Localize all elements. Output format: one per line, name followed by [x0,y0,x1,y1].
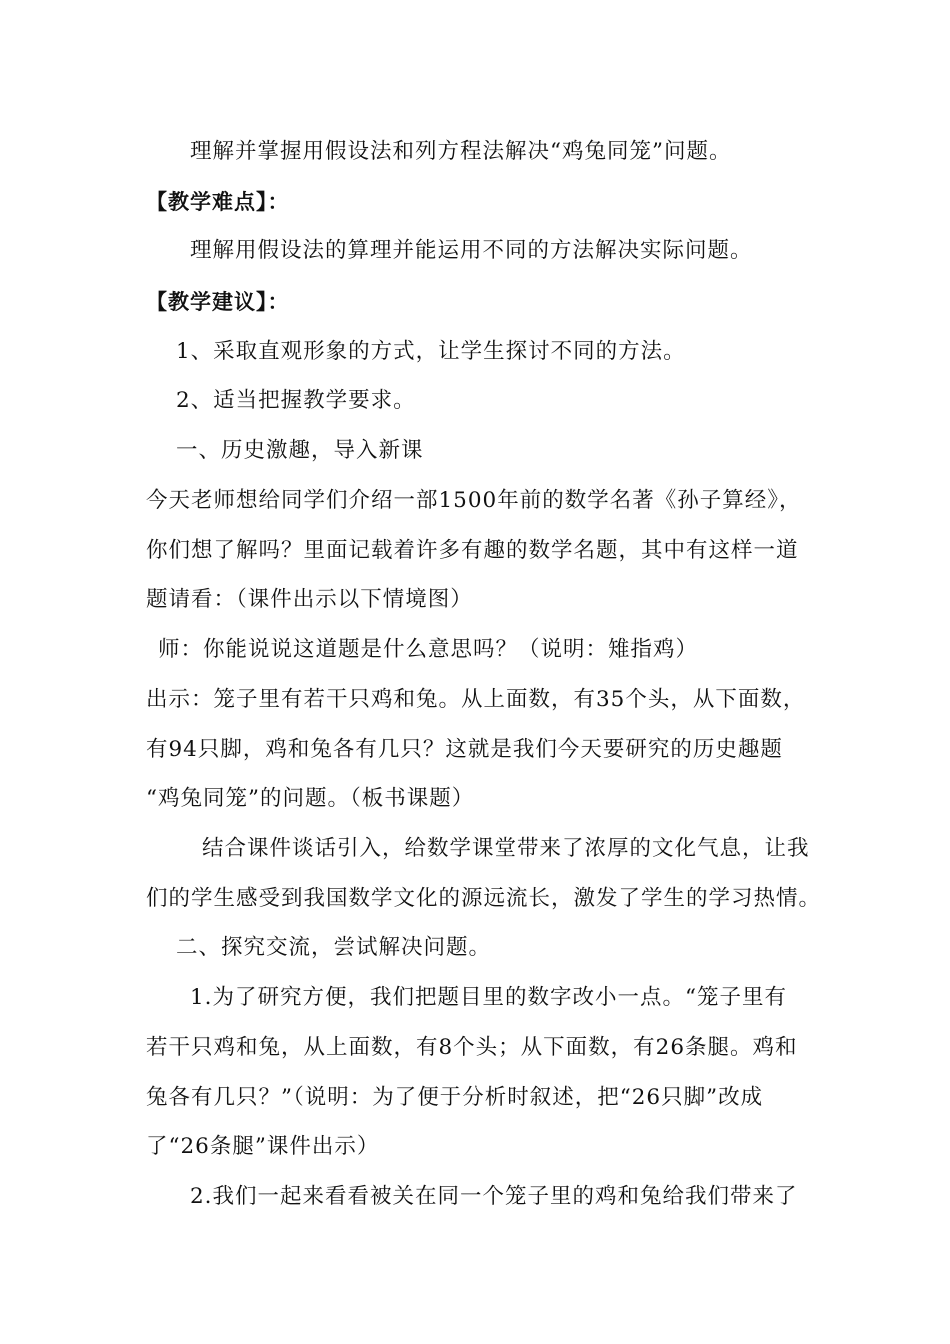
suggestion-item-2: 2、适当把握教学要求。 [176,388,416,413]
paragraph-line: 们的学生感受到我国数学文化的源远流长，激发了学生的学习热情。 [146,886,822,911]
paragraph-difficulty-text: 理解用假设法的算理并能运用不同的方法解决实际问题。 [190,238,753,263]
paragraph-key-point-text: 理解并掌握用假设法和列方程法解决“鸡兔同笼”问题。 [190,139,732,164]
paragraph-line-step-2: 2.我们一起来看看被关在同一个笼子里的鸡和兔给我们带来了 [190,1184,798,1209]
paragraph-line: 了“26条腿”课件出示） [146,1134,380,1159]
paragraph-line: “鸡兔同笼”的问题。（板书课题） [146,786,475,811]
paragraph-line: 题请看：（课件出示以下情境图） [146,587,473,612]
paragraph-line: 出示：笼子里有若干只鸡和兔。从上面数，有35个头，从下面数， [146,687,806,712]
paragraph-line: 你们想了解吗？里面记载着许多有趣的数学名题，其中有这样一道 [146,538,799,563]
paragraph-line-reflection: 结合课件谈话引入，给数学课堂带来了浓厚的文化气息，让我 [202,836,810,861]
paragraph-line: 今天老师想给同学们介绍一部1500年前的数学名著《孙子算经》， [146,488,802,513]
heading-teaching-suggestion: 【教学建议】： [146,290,290,314]
section-heading-explore: 二、探究交流，尝试解决问题。 [176,935,492,960]
paragraph-line: 兔各有几只？”（说明：为了便于分析时叙述，把“26只脚”改成 [146,1085,764,1110]
suggestion-item-1: 1、采取直观形象的方式，让学生探讨不同的方法。 [176,339,686,364]
paragraph-line-step-1: 1.为了研究方便，我们把题目里的数字改小一点。“笼子里有 [190,985,788,1010]
paragraph-line-teacher-question: 师：你能说说这道题是什么意思吗？（说明：雉指鸡） [158,637,699,662]
section-heading-intro: 一、历史激趣，导入新课 [176,438,424,463]
heading-teaching-difficulty: 【教学难点】： [146,190,290,214]
paragraph-line: 若干只鸡和兔，从上面数，有8个头；从下面数，有26条腿。鸡和 [146,1035,798,1060]
paragraph-line: 有94只脚，鸡和兔各有几只？这就是我们今天要研究的历史趣题 [146,737,783,762]
